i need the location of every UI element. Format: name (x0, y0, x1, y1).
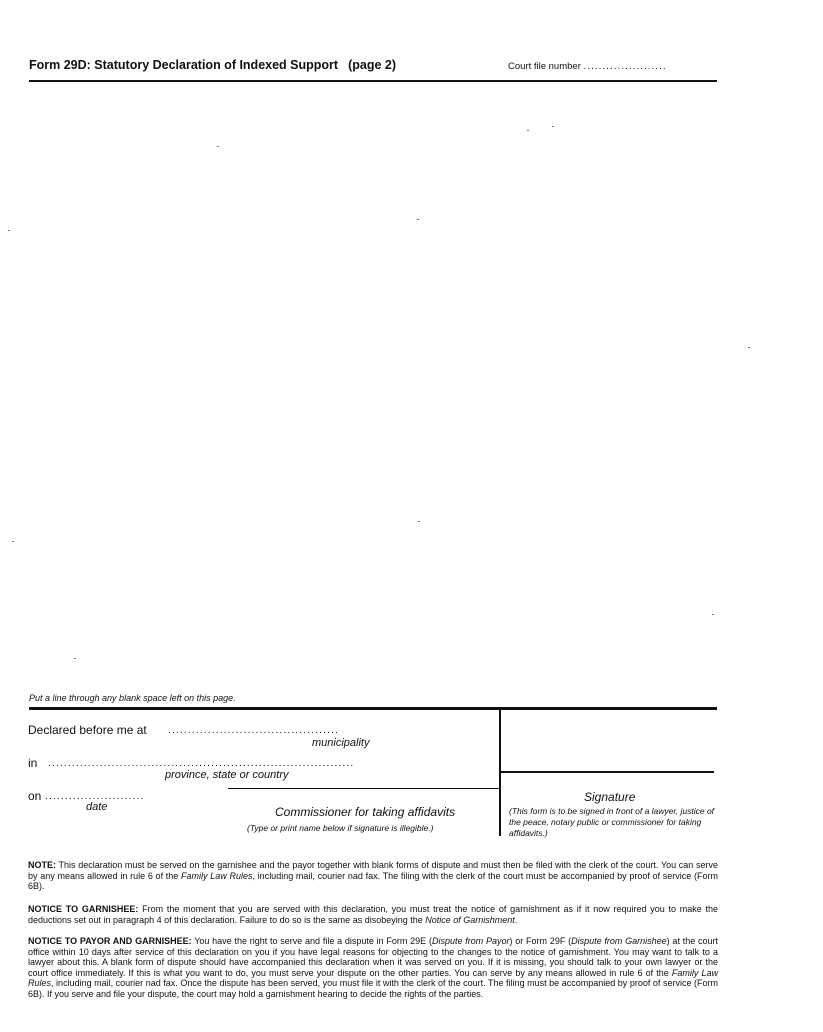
date-hint: date (86, 801, 108, 813)
date-field[interactable]: ......................... (45, 791, 145, 802)
payor-form-e: Dispute from Payor (431, 936, 510, 946)
page-label: (page 2) (348, 58, 397, 72)
payor-heading: NOTICE TO PAYOR AND GARNISHEE: (28, 936, 192, 946)
note-paragraph (28, 860, 718, 892)
scan-speck (217, 146, 219, 147)
garnishee-paragraph (28, 904, 718, 925)
garnishee-heading: NOTICE TO GARNISHEE: (28, 904, 139, 914)
municipality-field[interactable]: ........................................... (168, 725, 340, 736)
section-rule (29, 707, 717, 710)
blank-space-note: Put a line through any blank space left on this page. (29, 693, 236, 703)
payor-text-2: ) or Form 29F ( (509, 936, 572, 946)
signature-line[interactable] (501, 771, 714, 773)
scan-speck (74, 658, 76, 659)
scan-speck (417, 219, 419, 220)
note-rules: Family Law Rules (181, 870, 253, 881)
note-text-2: , including mail, courier nad fax. The filing with the clerk of the court must be accompanied by proof of service (Form 6B). (28, 870, 718, 891)
scan-speck (12, 541, 14, 542)
garnishee-text-1: From the moment that you are served with this declaration, you must treat the notice of garnishment as if it now required you to make the deductions set out in paragraph 4 of this declaration. Failure to do so is the same as disobeying the (28, 904, 718, 925)
form-title-text: Form 29D: Statutory Declaration of Indexed Support (29, 58, 339, 72)
payor-text-1: You have the right to serve and file a dispute in Form 29E ( (194, 936, 432, 946)
payor-text-4: , including mail, courier nad fax. Once the dispute has been served, you must file it with the clerk of the court. The filing must be accompanied by proof of service (Form 6B). If you serve and file your dispute, the court may hold a garnishment hearing to decide the rights of the parties. (28, 978, 718, 999)
payor-text-3: ) at the court office within 10 days after service of this declaration on you if you have legal reasons for objecting to the changes to the notice of garnishment. You may want to talk to a lawyer about this. A blank form of dispute should have accompanied this declaration when it was served on you. If it is missing, you should talk to your own lawyer or the court office immediately. If this is what you want to do, you must serve your dispute on the other parties. You can serve by any means allowed in rule 6 of the (28, 936, 718, 978)
province-hint: province, state or country (165, 769, 289, 781)
scan-speck (527, 130, 529, 131)
form-title (29, 58, 396, 72)
court-file-label: Court file number (508, 61, 581, 72)
commissioner-line[interactable] (228, 788, 500, 789)
signature-note: (This form is to be signed in front of a lawyer, justice of the peace, notary public or commissioner for taking affidavits.) (509, 806, 715, 838)
court-file-field[interactable]: ...................... (583, 61, 667, 72)
payor-paragraph (28, 936, 718, 999)
note-heading: NOTE: (28, 860, 56, 870)
province-field[interactable]: ............................................................................. (48, 758, 355, 769)
scan-speck (552, 126, 554, 127)
signature-label: Signature (584, 790, 636, 804)
garnishee-text-2: . (514, 914, 518, 925)
in-label: in (28, 756, 38, 770)
on-label: on (28, 789, 42, 803)
scan-speck (418, 521, 420, 522)
scan-speck (748, 347, 750, 348)
municipality-hint: municipality (312, 737, 370, 749)
commissioner-note: (Type or print name below if signature is illegible.) (247, 823, 434, 833)
note-text-1: This declaration must be served on the garnishee and the payor together with blank forms of dispute and must then be filed with the clerk of the court. You can serve by any means allowed in rule 6 of the (28, 860, 718, 881)
header-rule (29, 80, 717, 82)
commissioner-label: Commissioner for taking affidavits (275, 805, 456, 819)
payor-rules: Family Law Rules (28, 967, 718, 988)
court-file-number (508, 61, 667, 72)
garnishee-notice: Notice of Garnishment (425, 914, 515, 925)
payor-form-f: Dispute from Garnishee (571, 936, 667, 946)
scan-speck (712, 614, 714, 615)
scan-speck (8, 230, 10, 231)
declared-label: Declared before me at (28, 723, 147, 737)
